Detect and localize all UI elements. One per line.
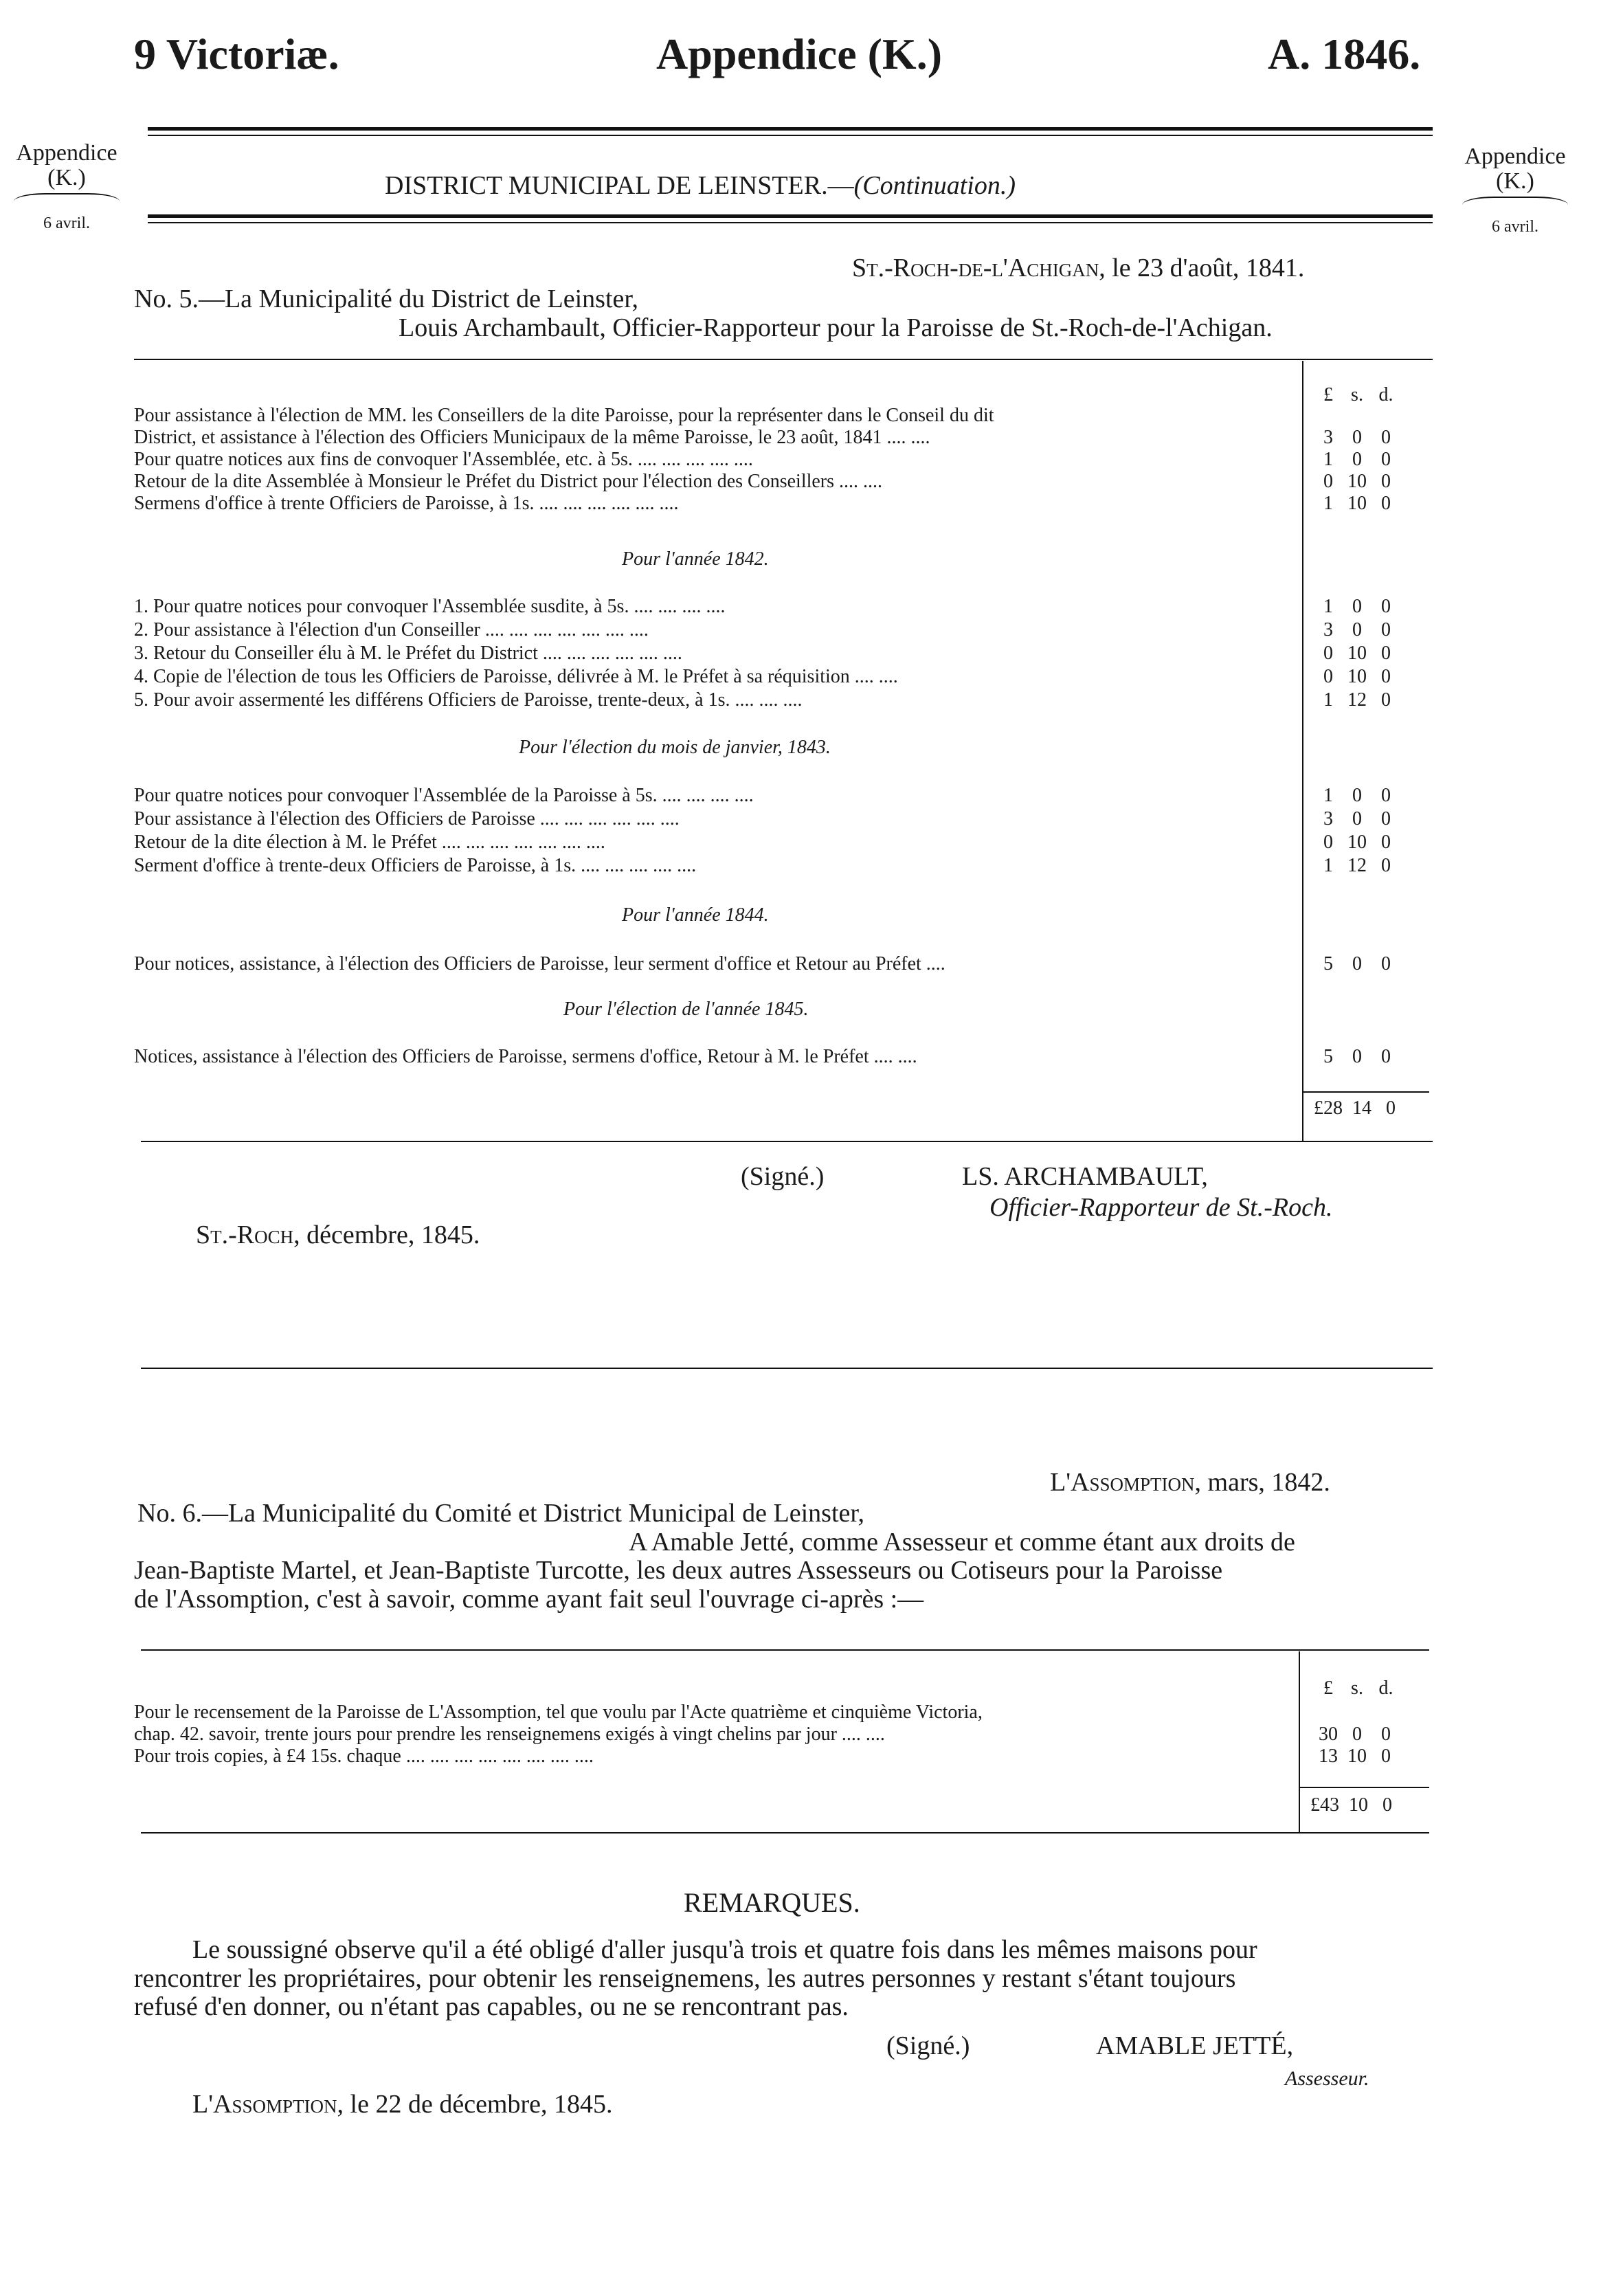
header-left: 9 Victoriæ.	[134, 30, 339, 78]
total-pounds: £43	[1310, 1794, 1339, 1816]
header-center: Appendice (K.)	[656, 30, 942, 78]
entry-description: chap. 42. savoir, trente jours pour prendre les renseignemens exigés à vingt chelins par jour .... ....	[134, 1724, 885, 1745]
amount-pence: 0	[1381, 643, 1391, 664]
amount-pence: 0	[1381, 689, 1391, 711]
amount-shillings: 10	[1347, 666, 1367, 687]
doc5-dateline	[852, 253, 1304, 283]
total-pounds: £28	[1314, 1097, 1343, 1119]
doc6-addressee: No. 6.—La Municipalité du Comité et District Municipal de Leinster,	[137, 1499, 865, 1528]
amount-pounds: 0	[1323, 643, 1333, 664]
doc6-place: L'Assomption,	[1050, 1468, 1202, 1497]
doc6-signed-label: (Signé.)	[886, 2031, 970, 2060]
doc6-signer-title: Assesseur.	[1285, 2067, 1369, 2090]
amount-pounds: 1	[1323, 689, 1333, 711]
total-shillings: 14	[1352, 1097, 1372, 1119]
amount-shillings: 0	[1352, 808, 1362, 829]
entry-amount	[1314, 1702, 1403, 1723]
entry-description: 4. Copie de l'élection de tous les Officiers de Paroisse, délivrée à M. le Préfet à sa réquisition .... ....	[134, 666, 898, 687]
amount-pence: 0	[1381, 471, 1391, 492]
entry-description: Pour quatre notices aux fins de convoquer l'Assemblée, etc. à 5s. .... .... .... .... ....	[134, 449, 753, 470]
entry-amount	[1314, 449, 1403, 470]
entry-amount	[1314, 667, 1403, 687]
doc6-table-top-rule	[141, 1649, 1429, 1651]
doc6-closing-place: L'Assomption,	[192, 2090, 344, 2119]
doc5-closing-date: décembre, 1845.	[300, 1221, 480, 1249]
margin-note-right	[1457, 144, 1574, 239]
entry-amount	[1314, 1047, 1403, 1067]
doc6-amount-divider	[1299, 1651, 1300, 1832]
amount-pounds: 1	[1323, 855, 1333, 876]
entry-amount	[1314, 954, 1403, 974]
doc5-signer-title: Officier-Rapporteur de St.-Roch.	[989, 1193, 1333, 1222]
doc5-signed-label: (Signé.)	[741, 1162, 825, 1191]
entry-amount	[1314, 427, 1403, 448]
entry-amount	[1314, 1724, 1403, 1745]
doc6-closing	[192, 2089, 613, 2119]
amount-pence: 0	[1381, 1046, 1391, 1067]
doc6-column-headers	[1314, 1678, 1403, 1699]
section-separator	[141, 1368, 1433, 1369]
doc5-column-headers	[1314, 385, 1403, 405]
header-right: A. 1846.	[1268, 30, 1421, 78]
remarks-line3: refusé d'en donner, ou n'étant pas capables, ou ne se rencontrant pas.	[134, 1992, 849, 2021]
header-rule	[148, 127, 1433, 136]
amount-pounds: 30	[1319, 1724, 1338, 1745]
entry-amount	[1314, 809, 1403, 829]
total-pence: 0	[1386, 1097, 1396, 1119]
entry-description: Sermens d'office à trente Officiers de Paroisse, à 1s. .... .... .... .... .... ....	[134, 493, 679, 514]
entry-description: 2. Pour assistance à l'élection d'un Conseiller .... .... .... .... .... .... ....	[134, 619, 649, 640]
entry-description: Retour de la dite Assemblée à Monsieur le Préfet du District pour l'élection des Conseillers .... ....	[134, 471, 883, 492]
entry-amount	[1314, 620, 1403, 640]
entry-description: Pour le recensement de la Paroisse de L'Assomption, tel que voulu par l'Acte quatrième et cinquième Victoria,	[134, 1702, 983, 1723]
amount-pounds: 3	[1323, 808, 1333, 829]
amount-shillings: 10	[1347, 1746, 1367, 1767]
entry-description: Pour assistance à l'élection de MM. les Conseillers de la dite Paroisse, pour la représenter dans le Conseil du dit	[134, 405, 994, 426]
entry-amount	[1314, 690, 1403, 711]
amount-shillings: 0	[1352, 596, 1362, 617]
amount-shillings: 0	[1352, 449, 1362, 470]
doc6-from-line1: A Amable Jetté, comme Assesseur et comme étant aux droits de	[629, 1528, 1295, 1557]
amount-shillings: 10	[1347, 643, 1367, 664]
amount-pounds: 1	[1323, 493, 1333, 514]
amount-pence: 0	[1381, 832, 1391, 853]
amount-shillings: 12	[1347, 689, 1367, 711]
amount-pence: 0	[1381, 808, 1391, 829]
district-title-main: DISTRICT MUNICIPAL DE LEINSTER.—	[385, 171, 854, 200]
margin-note-line2: (K.)	[1496, 168, 1534, 194]
amount-pounds: 0	[1323, 832, 1333, 853]
entry-description: 1. Pour quatre notices pour convoquer l'Assemblée susdite, à 5s. .... .... .... ....	[134, 596, 726, 617]
doc5-table-bottom-rule	[141, 1141, 1433, 1142]
col-shillings-header: s.	[1351, 1678, 1363, 1699]
doc5-addressee: No. 5.—La Municipalité du District de Leinster,	[134, 285, 639, 313]
remarks-title: REMARQUES.	[684, 1887, 860, 1918]
margin-brace	[14, 193, 120, 201]
entry-description: District, et assistance à l'élection des Officiers Municipaux de la même Paroisse, le 23 août, 1841 .... ....	[134, 427, 930, 448]
amount-pence: 0	[1381, 666, 1391, 687]
amount-pounds: 5	[1323, 1046, 1333, 1067]
amount-shillings: 10	[1347, 493, 1367, 514]
title-rule	[148, 214, 1433, 223]
doc5-table-top-rule	[134, 359, 1433, 360]
col-pounds-header: £	[1323, 1678, 1333, 1699]
amount-pence: 0	[1381, 953, 1391, 974]
col-pence-header: d.	[1378, 384, 1393, 405]
entry-amount	[1314, 643, 1403, 664]
doc5-date: le 23 d'août, 1841.	[1105, 254, 1305, 282]
doc6-total-rule	[1299, 1787, 1429, 1788]
section-heading: Pour l'élection du mois de janvier, 1843.	[519, 737, 831, 758]
amount-pounds: 0	[1323, 666, 1333, 687]
doc5-closing	[196, 1220, 480, 1250]
doc6-total	[1306, 1795, 1395, 1816]
amount-pence: 0	[1381, 449, 1391, 470]
entry-amount	[1314, 785, 1403, 806]
doc5-total	[1309, 1098, 1398, 1119]
entry-description: 5. Pour avoir assermenté les différens Officiers de Paroisse, trente-deux, à 1s. .... .... ....	[134, 689, 803, 711]
amount-pence: 0	[1381, 855, 1391, 876]
margin-note-date: 6 avril.	[43, 214, 90, 232]
amount-pounds: 13	[1319, 1746, 1338, 1767]
amount-shillings: 0	[1352, 953, 1362, 974]
amount-shillings: 12	[1347, 855, 1367, 876]
entry-amount	[1314, 471, 1403, 492]
doc6-from-line2: Jean-Baptiste Martel, et Jean-Baptiste Turcotte, les deux autres Assesseurs ou Cotiseurs pour la Paroisse	[134, 1556, 1223, 1585]
amount-pence: 0	[1381, 493, 1391, 514]
total-shillings: 10	[1349, 1794, 1368, 1816]
amount-pence: 0	[1381, 1746, 1391, 1767]
col-pounds-header: £	[1323, 384, 1333, 405]
amount-pence: 0	[1381, 427, 1391, 448]
remarks-line2: rencontrer les propriétaires, pour obtenir les renseignemens, les autres personnes y restant s'étant toujours	[134, 1964, 1236, 1993]
doc5-place: St.-Roch-de-l'Achigan,	[852, 254, 1106, 282]
amount-pence: 0	[1381, 1724, 1391, 1745]
entry-description: Serment d'office à trente-deux Officiers de Paroisse, à 1s. .... .... .... .... ....	[134, 855, 697, 876]
entry-description: Pour assistance à l'élection des Officiers de Paroisse .... .... .... .... .... ....	[134, 808, 680, 829]
entry-amount	[1314, 1746, 1403, 1767]
col-shillings-header: s.	[1351, 384, 1363, 405]
district-title-continuation: (Continuation.)	[853, 171, 1016, 200]
entry-amount	[1314, 597, 1403, 617]
margin-note-date: 6 avril.	[1492, 218, 1538, 236]
amount-shillings: 0	[1352, 1046, 1362, 1067]
section-heading: Pour l'année 1844.	[622, 904, 769, 926]
district-title	[385, 170, 1016, 201]
entry-amount	[1314, 405, 1403, 426]
entry-description: Pour quatre notices pour convoquer l'Assemblée de la Paroisse à 5s. .... .... .... ....	[134, 785, 754, 806]
total-pence: 0	[1382, 1794, 1392, 1816]
amount-pounds: 1	[1323, 449, 1333, 470]
margin-note-line1: Appendice	[16, 140, 117, 166]
entry-description: 3. Retour du Conseiller élu à M. le Préfet du District .... .... .... .... .... ....	[134, 643, 682, 664]
col-pence-header: d.	[1378, 1678, 1393, 1699]
doc5-total-rule	[1302, 1091, 1429, 1093]
amount-shillings: 0	[1352, 1724, 1362, 1745]
amount-pounds: 0	[1323, 471, 1333, 492]
doc6-dateline	[1050, 1467, 1330, 1497]
margin-note-line2: (K.)	[47, 165, 86, 190]
amount-pence: 0	[1381, 785, 1391, 806]
margin-note-left	[8, 141, 125, 236]
doc6-date: mars, 1842.	[1201, 1468, 1330, 1497]
entry-amount	[1314, 493, 1403, 514]
doc6-signer: AMABLE JETTÉ,	[1096, 2031, 1294, 2060]
doc6-closing-date: le 22 de décembre, 1845.	[344, 2090, 613, 2119]
amount-pounds: 1	[1323, 785, 1333, 806]
doc6-from-line3: de l'Assomption, c'est à savoir, comme ayant fait seul l'ouvrage ci-après :—	[134, 1585, 924, 1614]
entry-amount	[1314, 856, 1403, 876]
amount-shillings: 0	[1352, 427, 1362, 448]
margin-brace	[1462, 197, 1568, 205]
doc5-signer: LS. ARCHAMBAULT,	[962, 1162, 1208, 1191]
amount-shillings: 10	[1347, 471, 1367, 492]
section-heading: Pour l'élection de l'année 1845.	[563, 999, 809, 1020]
entry-amount	[1314, 832, 1403, 853]
doc5-closing-place: St.-Roch,	[196, 1221, 300, 1249]
margin-note-line1: Appendice	[1464, 144, 1566, 169]
amount-pence: 0	[1381, 619, 1391, 640]
doc6-table-bottom-rule	[141, 1832, 1429, 1834]
doc5-amount-divider	[1302, 361, 1303, 1141]
amount-pounds: 3	[1323, 619, 1333, 640]
amount-pence: 0	[1381, 596, 1391, 617]
amount-pounds: 5	[1323, 953, 1333, 974]
entry-description: Pour notices, assistance, à l'élection des Officiers de Paroisse, leur serment d'office et Retour au Préfet ....	[134, 953, 945, 974]
remarks-line1: Le soussigné observe qu'il a été obligé d'aller jusqu'à trois et quatre fois dans les mêmes maisons pour	[192, 1935, 1257, 1964]
amount-pounds: 3	[1323, 427, 1333, 448]
entry-description: Retour de la dite élection à M. le Préfet .... .... .... .... .... .... ....	[134, 832, 605, 853]
amount-shillings: 10	[1347, 832, 1367, 853]
amount-shillings: 0	[1352, 619, 1362, 640]
section-heading: Pour l'année 1842.	[622, 548, 769, 570]
amount-shillings: 0	[1352, 785, 1362, 806]
amount-pounds: 1	[1323, 596, 1333, 617]
entry-description: Notices, assistance à l'élection des Officiers de Paroisse, sermens d'office, Retour à M. le Préfet .... ....	[134, 1046, 917, 1067]
doc5-from: Louis Archambault, Officier-Rapporteur pour la Paroisse de St.-Roch-de-l'Achigan.	[399, 313, 1273, 342]
entry-description: Pour trois copies, à £4 15s. chaque .... .... .... .... .... .... .... ....	[134, 1746, 594, 1767]
